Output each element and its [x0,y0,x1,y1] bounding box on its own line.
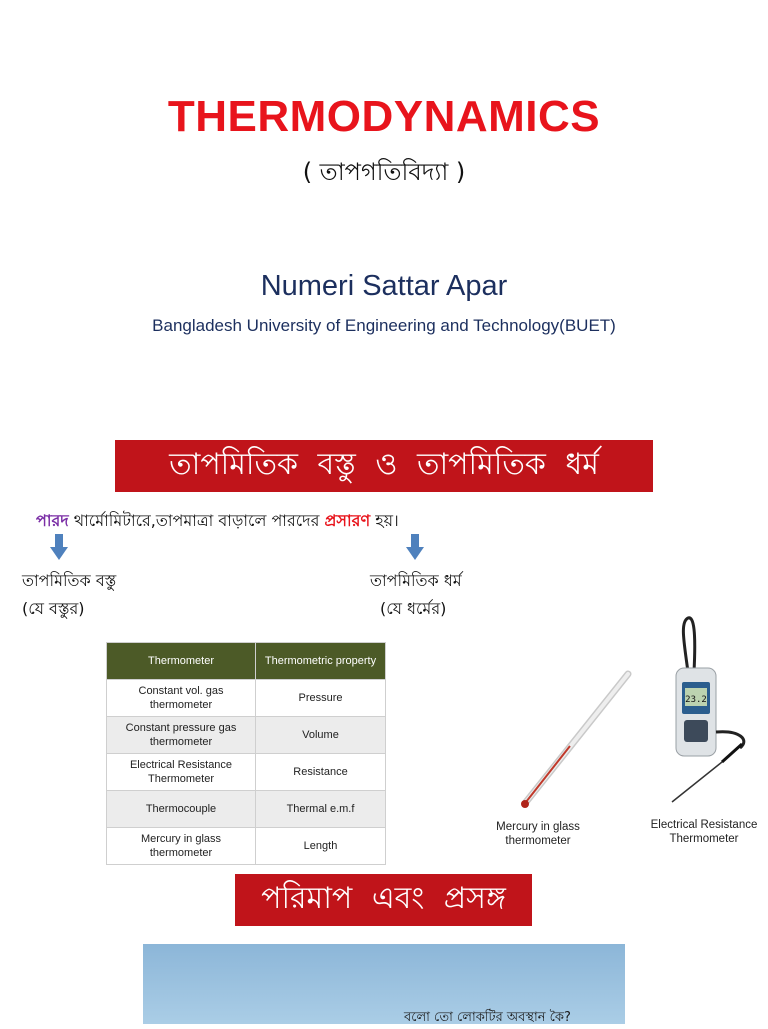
label-thermometric-property-sub: (যে ধর্মের) [380,599,447,618]
label-thermometric-substance: তাপমিতিক বস্তু [22,571,117,590]
table-cell: Electrical Resistance Thermometer [107,754,256,791]
section-banner-thermometric: তাপমিতিক বস্তু ও তাপমিতিক ধর্ম [115,440,653,492]
slide-title: THERMODYNAMICS [167,92,601,141]
caption-mercury-thermometer: Mercury in glass thermometer [496,821,580,847]
table-header-row [107,643,386,680]
table-cell: Constant pressure gas thermometer [107,717,256,754]
table-cell: Mercury in glass thermometer [107,828,256,865]
table-cell: Pressure [256,680,386,717]
table-row [107,680,386,717]
slide-subtitle: ( তাপগতিবিদ্যা ) [302,158,466,186]
sentence-middle: থার্মোমিটারে,তাপমাত্রা বাড়ালে পারদের [68,511,325,530]
caption-electrical-thermometer: Electrical Resistance Thermometer [650,819,758,845]
university-name: Bangladesh University of Engineering and Technology(BUET) [152,316,616,335]
table-cell: Length [256,828,386,865]
mercury-thermometer-image [510,668,640,813]
highlight-mercury: পারদ [36,511,69,530]
table-row [107,828,386,865]
table-cell: Constant vol. gas thermometer [107,680,256,717]
table-cell: Thermocouple [107,791,256,828]
table-header-cell: Thermometer [107,643,256,680]
author-name: Numeri Sattar Apar [260,270,508,302]
table-cell: Thermal e.m.f [256,791,386,828]
table-header-cell: Thermometric property [256,643,386,680]
table-cell: Resistance [256,754,386,791]
label-thermometric-property: তাপমিতিক ধর্ম [370,571,462,590]
table-row [107,791,386,828]
thermometer-table [106,642,386,865]
table-row [107,717,386,754]
mercury-sentence [36,508,399,535]
table-cell: Volume [256,717,386,754]
device-display-readout: 23.2 [685,695,707,705]
sentence-end: হয়। [370,511,399,530]
photo-question-text: বলো তো লোকটির অবস্থান কৈ? [404,1010,571,1025]
section-banner-measurement: পরিমাপ এবং প্রসঙ্গ [235,874,532,926]
electrical-thermometer-image [660,612,760,812]
table-row [107,754,386,791]
label-thermometric-substance-sub: (যে বস্তুর) [22,599,85,618]
down-arrow-icon [406,534,424,560]
highlight-expansion: প্রসারণ [324,511,371,530]
down-arrow-icon [50,534,68,560]
